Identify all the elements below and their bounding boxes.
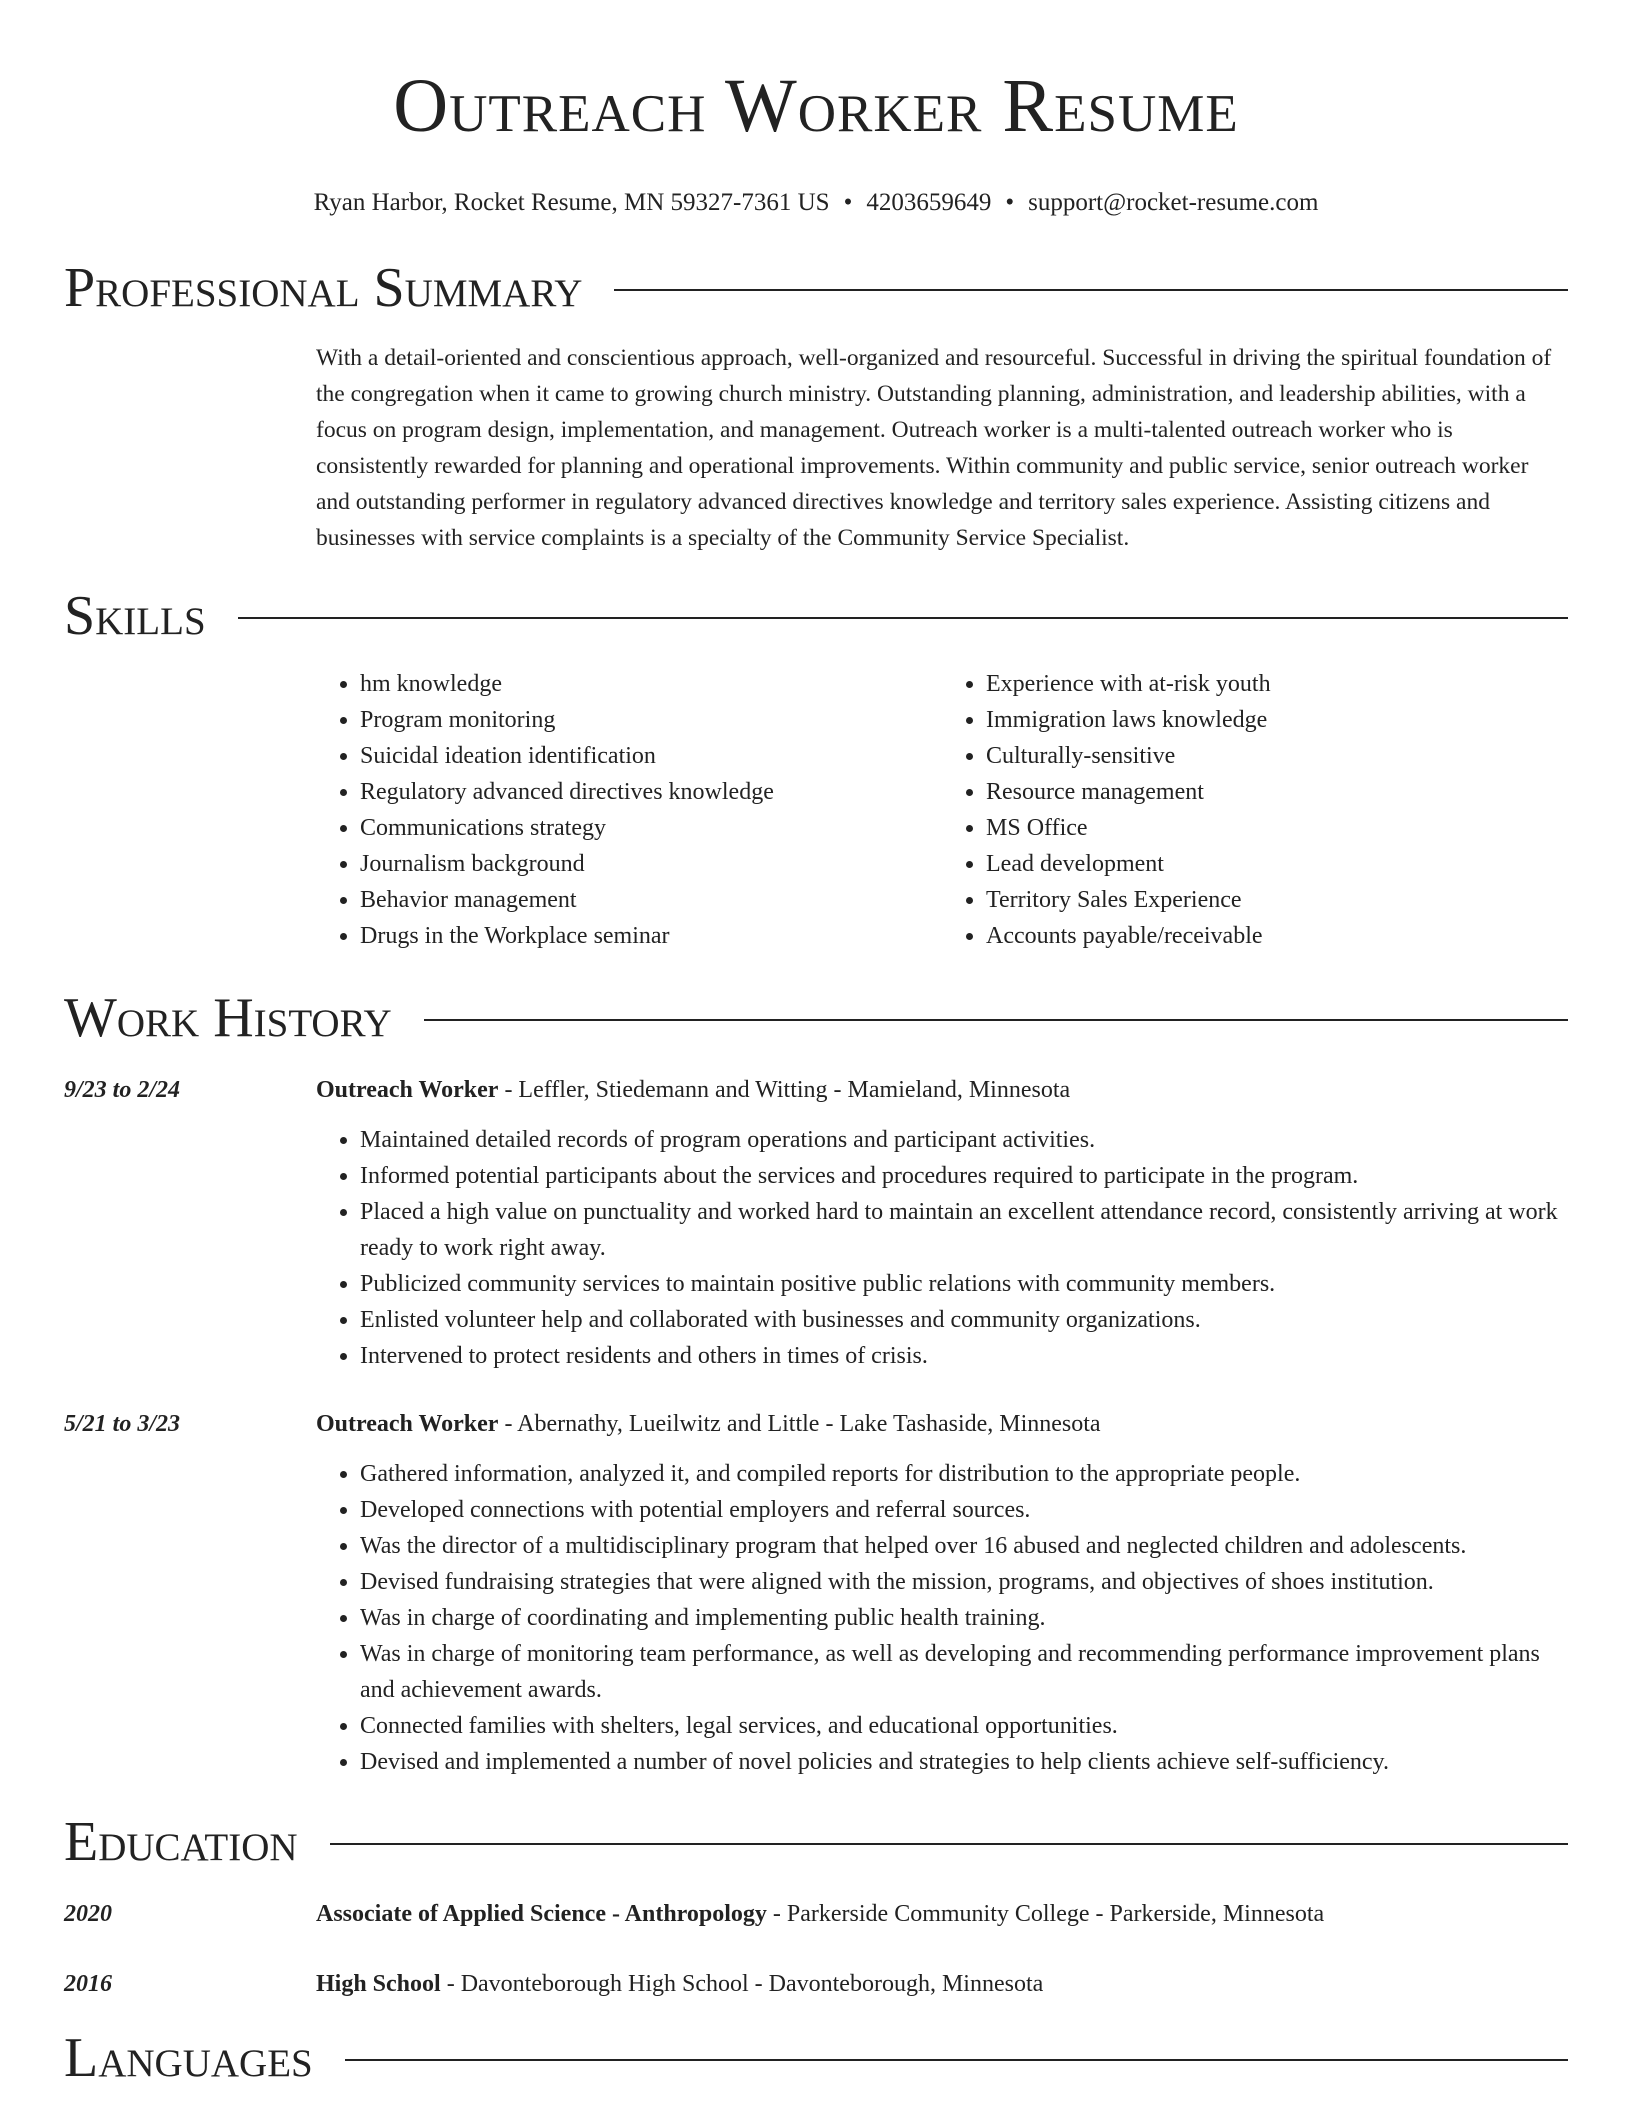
summary-text: With a detail-oriented and conscientious approach, well-organized and resourceful. Successful in driving the spiritual foundation of the congregation when it came to growing church ministry. Outstanding planning, administration, and leadership abilities, with a focus on program design, implementation, and management. Outreach worker is a multi-talented outreach worker who is consistently rewarded for planning and operational improvements. Within community and public service, senior outreach worker and outstanding performer in regulatory advanced directives knowledge and territory sales experience. Assisting citizens and businesses with service complaints is a specialty of the Community Service Specialist.	[316, 345, 1552, 551]
section-divider	[424, 1019, 1568, 1021]
work-heading: Work History	[64, 987, 392, 1049]
job-entry	[64, 1072, 1568, 1108]
skill-item: • Culturally-sensitive	[986, 738, 1568, 774]
contact-separator: •	[843, 189, 853, 216]
job-bullet: • Was in charge of coordinating and implementing public health training.	[360, 1600, 1568, 1636]
summary-section-header	[64, 256, 1568, 320]
job-bullet: • Gathered information, analyzed it, and compiled reports for distribution to the appropriate people.	[360, 1456, 1568, 1492]
skills-heading: Skills	[64, 585, 206, 647]
section-divider	[614, 289, 1568, 291]
job-bullet: • Enlisted volunteer help and collaborated with businesses and community organizations.	[360, 1302, 1568, 1338]
education-section-header	[64, 1810, 1568, 1874]
resume-title: Outreach Worker Resume	[393, 64, 1239, 148]
job-entry	[64, 1406, 1568, 1442]
languages-section-header	[64, 2026, 1568, 2090]
contact-address: Ryan Harbor, Rocket Resume, MN 59327-7361 US	[313, 189, 830, 216]
skill-item: • Suicidal ideation identification	[360, 738, 942, 774]
education-degree: High School	[316, 1971, 441, 1997]
contact-phone: 4203659649	[866, 189, 992, 216]
contact-line	[64, 188, 1568, 218]
skill-item: • Regulatory advanced directives knowledge	[360, 774, 942, 810]
skill-item: • Lead development	[986, 846, 1568, 882]
section-divider	[238, 617, 1568, 619]
skill-item: • Program monitoring	[360, 702, 942, 738]
job-bullet: • Devised and implemented a number of novel policies and strategies to help clients achieve self-sufficiency.	[360, 1744, 1568, 1780]
job-bullet: • Connected families with shelters, legal services, and educational opportunities.	[360, 1708, 1568, 1744]
skill-item: • Experience with at-risk youth	[986, 666, 1568, 702]
skill-item: • Accounts payable/receivable	[986, 918, 1568, 954]
work-section-header	[64, 986, 1568, 1050]
languages-heading: Languages	[64, 2027, 313, 2089]
job-bullet: • Intervened to protect residents and others in times of crisis.	[360, 1338, 1568, 1374]
skill-item: • Territory Sales Experience	[986, 882, 1568, 918]
education-year: 2020	[64, 1901, 112, 1927]
job-bullets	[316, 1456, 1568, 1780]
job-heading	[316, 1406, 1101, 1442]
job-bullet: • Was the director of a multidisciplinary program that helped over 16 abused and neglected children and adolescents.	[360, 1528, 1568, 1564]
education-year: 2016	[64, 1971, 112, 1997]
job-bullet: • Informed potential participants about the services and procedures required to participate in the program.	[360, 1158, 1568, 1194]
contact-email: support@rocket-resume.com	[1028, 189, 1319, 216]
skills-column-right	[942, 666, 1568, 954]
skill-item: • MS Office	[986, 810, 1568, 846]
education-entry	[64, 1896, 1568, 1932]
job-bullets	[316, 1122, 1568, 1374]
education-heading-line	[316, 1896, 1324, 1932]
job-title: Outreach Worker	[316, 1411, 499, 1437]
section-divider	[345, 2059, 1568, 2061]
job-title: Outreach Worker	[316, 1077, 499, 1103]
skills-section-header	[64, 584, 1568, 648]
skill-item: • Journalism background	[360, 846, 942, 882]
education-entry	[64, 1966, 1568, 2002]
skills-list	[316, 666, 1568, 954]
job-heading	[316, 1072, 1070, 1108]
skill-item: • Drugs in the Workplace seminar	[360, 918, 942, 954]
skill-item: • Behavior management	[360, 882, 942, 918]
contact-separator: •	[1005, 189, 1015, 216]
education-school: - Parkerside Community College - Parkerside, Minnesota	[766, 1901, 1325, 1927]
skill-item: • Communications strategy	[360, 810, 942, 846]
section-divider	[330, 1843, 1568, 1845]
job-bullet: • Publicized community services to maintain positive public relations with community members.	[360, 1266, 1568, 1302]
education-heading-line	[316, 1966, 1043, 2002]
skills-column-left	[316, 666, 942, 954]
summary-heading: Professional Summary	[64, 257, 583, 319]
job-bullet: • Was in charge of monitoring team performance, as well as developing and recommending performance improvement plans and achievement awards.	[360, 1636, 1568, 1708]
skill-item: • hm knowledge	[360, 666, 942, 702]
education-school: - Davonteborough High School - Davonteborough, Minnesota	[440, 1971, 1044, 1997]
job-bullet: • Maintained detailed records of program operations and participant activities.	[360, 1122, 1568, 1158]
education-degree: Associate of Applied Science - Anthropology	[316, 1901, 767, 1927]
job-employer: - Abernathy, Lueilwitz and Little - Lake Tashaside, Minnesota	[498, 1411, 1101, 1437]
job-bullet: • Placed a high value on punctuality and worked hard to maintain an excellent attendance record, consistently arriving at work ready to work right away.	[360, 1194, 1568, 1266]
job-bullet: • Developed connections with potential employers and referral sources.	[360, 1492, 1568, 1528]
job-dates: 5/21 to 3/23	[64, 1411, 181, 1437]
education-heading: Education	[64, 1811, 298, 1873]
skill-item: • Resource management	[986, 774, 1568, 810]
job-employer: - Leffler, Stiedemann and Witting - Mamieland, Minnesota	[498, 1077, 1071, 1103]
job-dates: 9/23 to 2/24	[64, 1077, 181, 1103]
skill-item: • Immigration laws knowledge	[986, 702, 1568, 738]
job-bullet: • Devised fundraising strategies that were aligned with the mission, programs, and objectives of shoes institution.	[360, 1564, 1568, 1600]
